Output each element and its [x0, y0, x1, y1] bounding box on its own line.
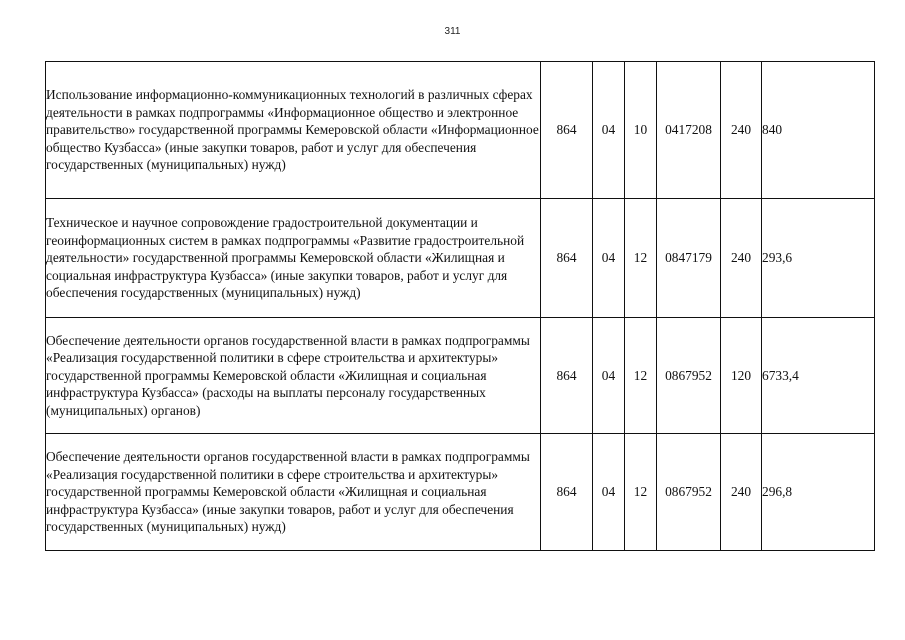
- expense-type-code: 120: [721, 318, 762, 434]
- amount-cell: 293,6: [762, 199, 875, 318]
- page-number: 311: [444, 26, 461, 37]
- row-description: Использование информационно-коммуникационных технологий в различных сферах деятельности в рамках подпрограммы «Информационное общество и электронное правительство» государственной программы Кемеровской области «Информационное общество Кузбасса» (иные закупки товаров, работ и услуг для обеспечения государственных (муниципальных) нужд): [46, 62, 541, 199]
- table-row: [46, 199, 875, 318]
- ministry-code: 864: [541, 199, 593, 318]
- amount-cell: 6733,4: [762, 318, 875, 434]
- amount-cell: 840: [762, 62, 875, 199]
- expense-type-code: 240: [721, 199, 762, 318]
- table-row: [46, 62, 875, 199]
- target-item-code: 0867952: [657, 318, 721, 434]
- row-description: Обеспечение деятельности органов государственной власти в рамках подпрограммы «Реализация государственной политики в сфере строительства и архитектуры» государственной программы Кемеровской области «Жилищная и социальная инфраструктура Кузбасса» (расходы на выплаты персоналу государственных (муниципальных) органов): [46, 318, 541, 434]
- subsection-code: 10: [625, 62, 657, 199]
- section-code: 04: [593, 199, 625, 318]
- row-description: Обеспечение деятельности органов государственной власти в рамках подпрограммы «Реализация государственной политики в сфере строительства и архитектуры» государственной программы Кемеровской области «Жилищная и социальная инфраструктура Кузбасса» (иные закупки товаров, работ и услуг для обеспечения государственных (муниципальных) нужд): [46, 434, 541, 551]
- table-row: [46, 318, 875, 434]
- amount-cell: 296,8: [762, 434, 875, 551]
- target-item-code: 0847179: [657, 199, 721, 318]
- target-item-code: 0867952: [657, 434, 721, 551]
- subsection-code: 12: [625, 434, 657, 551]
- row-description: Техническое и научное сопровождение градостроительной документации и геоинформационных систем в рамках подпрограммы «Развитие градостроительной деятельности» государственной программы Кемеровской области «Жилищная и социальная инфраструктура Кузбасса» (иные закупки товаров, работ и услуг для обеспечения государственных (муниципальных) нужд): [46, 199, 541, 318]
- expense-type-code: 240: [721, 62, 762, 199]
- budget-table: [45, 61, 875, 551]
- target-item-code: 0417208: [657, 62, 721, 199]
- expense-type-code: 240: [721, 434, 762, 551]
- subsection-code: 12: [625, 199, 657, 318]
- subsection-code: 12: [625, 318, 657, 434]
- ministry-code: 864: [541, 62, 593, 199]
- section-code: 04: [593, 62, 625, 199]
- section-code: 04: [593, 434, 625, 551]
- table-row: [46, 434, 875, 551]
- ministry-code: 864: [541, 434, 593, 551]
- section-code: 04: [593, 318, 625, 434]
- ministry-code: 864: [541, 318, 593, 434]
